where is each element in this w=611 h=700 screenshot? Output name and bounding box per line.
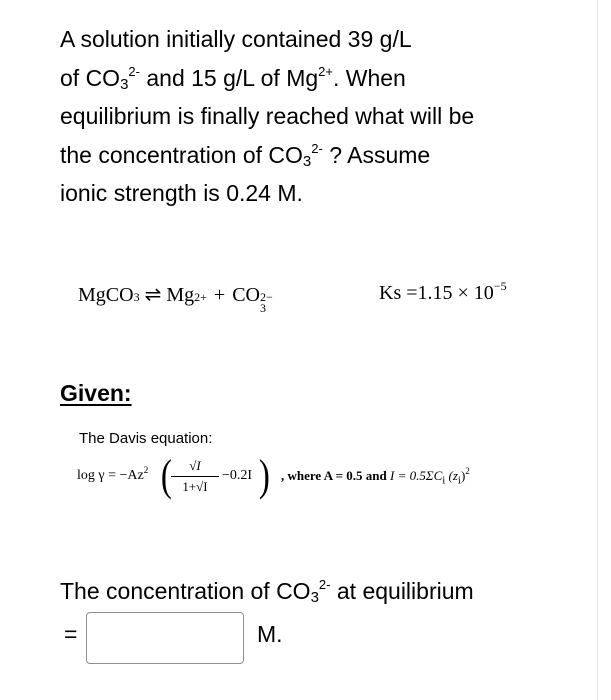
answer-prompt-text-end: at equilibrium [330, 578, 474, 604]
ks-label: Ks [379, 282, 402, 304]
left-paren-icon: ( [160, 451, 172, 500]
anion-formula: CO [232, 284, 260, 306]
question-text-part: the concentration of CO [60, 141, 303, 168]
davis-fraction [171, 456, 219, 497]
answer-unit: M. [257, 621, 283, 647]
question-text-part: of CO [60, 64, 121, 91]
carbonate-charge: 2- [128, 63, 140, 79]
plus-sign: + [213, 284, 226, 306]
question-line [60, 20, 560, 59]
davis-lhs-exponent: 2 [143, 465, 149, 475]
davis-numerator: √I [189, 458, 201, 473]
z-term: (z [445, 468, 458, 483]
question-line [60, 136, 560, 175]
question-text-part: ionic strength is 0.24 M. [60, 180, 303, 206]
ks-value: 1.15 × 10 [417, 282, 494, 304]
ks-exponent: −5 [493, 279, 507, 293]
z-close: ) [460, 468, 466, 483]
anion-charge: 2− [260, 290, 273, 304]
equilibrium-arrow-icon: ⇌ [144, 284, 162, 306]
question-line [60, 97, 560, 136]
reactant-formula: MgCO [78, 284, 134, 306]
question-text [60, 20, 560, 213]
ionic-strength-def: I = 0.5ΣC [390, 468, 443, 483]
answer-input[interactable] [86, 612, 244, 664]
anion-sub-sup [260, 292, 273, 314]
davis-where-clause [281, 468, 470, 487]
equals-sign: = [64, 621, 78, 647]
z-subscript: i [457, 474, 461, 487]
davis-denominator: 1+√I [182, 479, 208, 494]
z-exponent: 2 [465, 466, 470, 476]
where-text: , where A = 0.5 and [281, 468, 391, 483]
davis-lhs-text: log γ = −Az [77, 468, 144, 483]
right-paren-icon: ) [258, 451, 270, 500]
davis-equation [77, 451, 577, 502]
question-text-part: equilibrium is finally reached what will be [60, 103, 475, 129]
anion-subscript: 3 [260, 301, 266, 315]
answer-prompt [60, 578, 474, 605]
question-text-part: A solution initially contained 39 g/L [60, 26, 412, 52]
ks-equals: = [406, 282, 418, 304]
davis-minus-term: −0.2I [222, 468, 253, 483]
carbonate-subscript: 3 [310, 589, 319, 606]
ks-expression [379, 279, 507, 305]
davis-equation-title: The Davis equation: [79, 430, 213, 447]
magnesium-charge: 2+ [318, 63, 333, 79]
dissolution-equation: MgCO 3 ⇌ Mg 2+ + CO 2− 3 $Ks =1.15 \times 10^{-5}$ [78, 279, 507, 315]
given-heading: Given: [60, 380, 132, 406]
davis-lhs [77, 465, 149, 484]
carbonate-charge: 2- [311, 140, 323, 156]
answer-prompt-text: The concentration of CO [60, 578, 311, 604]
carbonate-charge: 2- [318, 577, 331, 592]
ic-subscript: i [442, 474, 446, 487]
question-text-part: . When [332, 64, 406, 91]
question-line [60, 59, 560, 98]
carbonate-subscript: 3 [120, 75, 129, 93]
question-line [60, 174, 560, 213]
question-text-part: and 15 g/L of Mg [139, 64, 319, 91]
carbonate-subscript: 3 [302, 152, 312, 170]
question-text-part: ? Assume [322, 141, 431, 168]
cation-formula: Mg [166, 284, 195, 306]
